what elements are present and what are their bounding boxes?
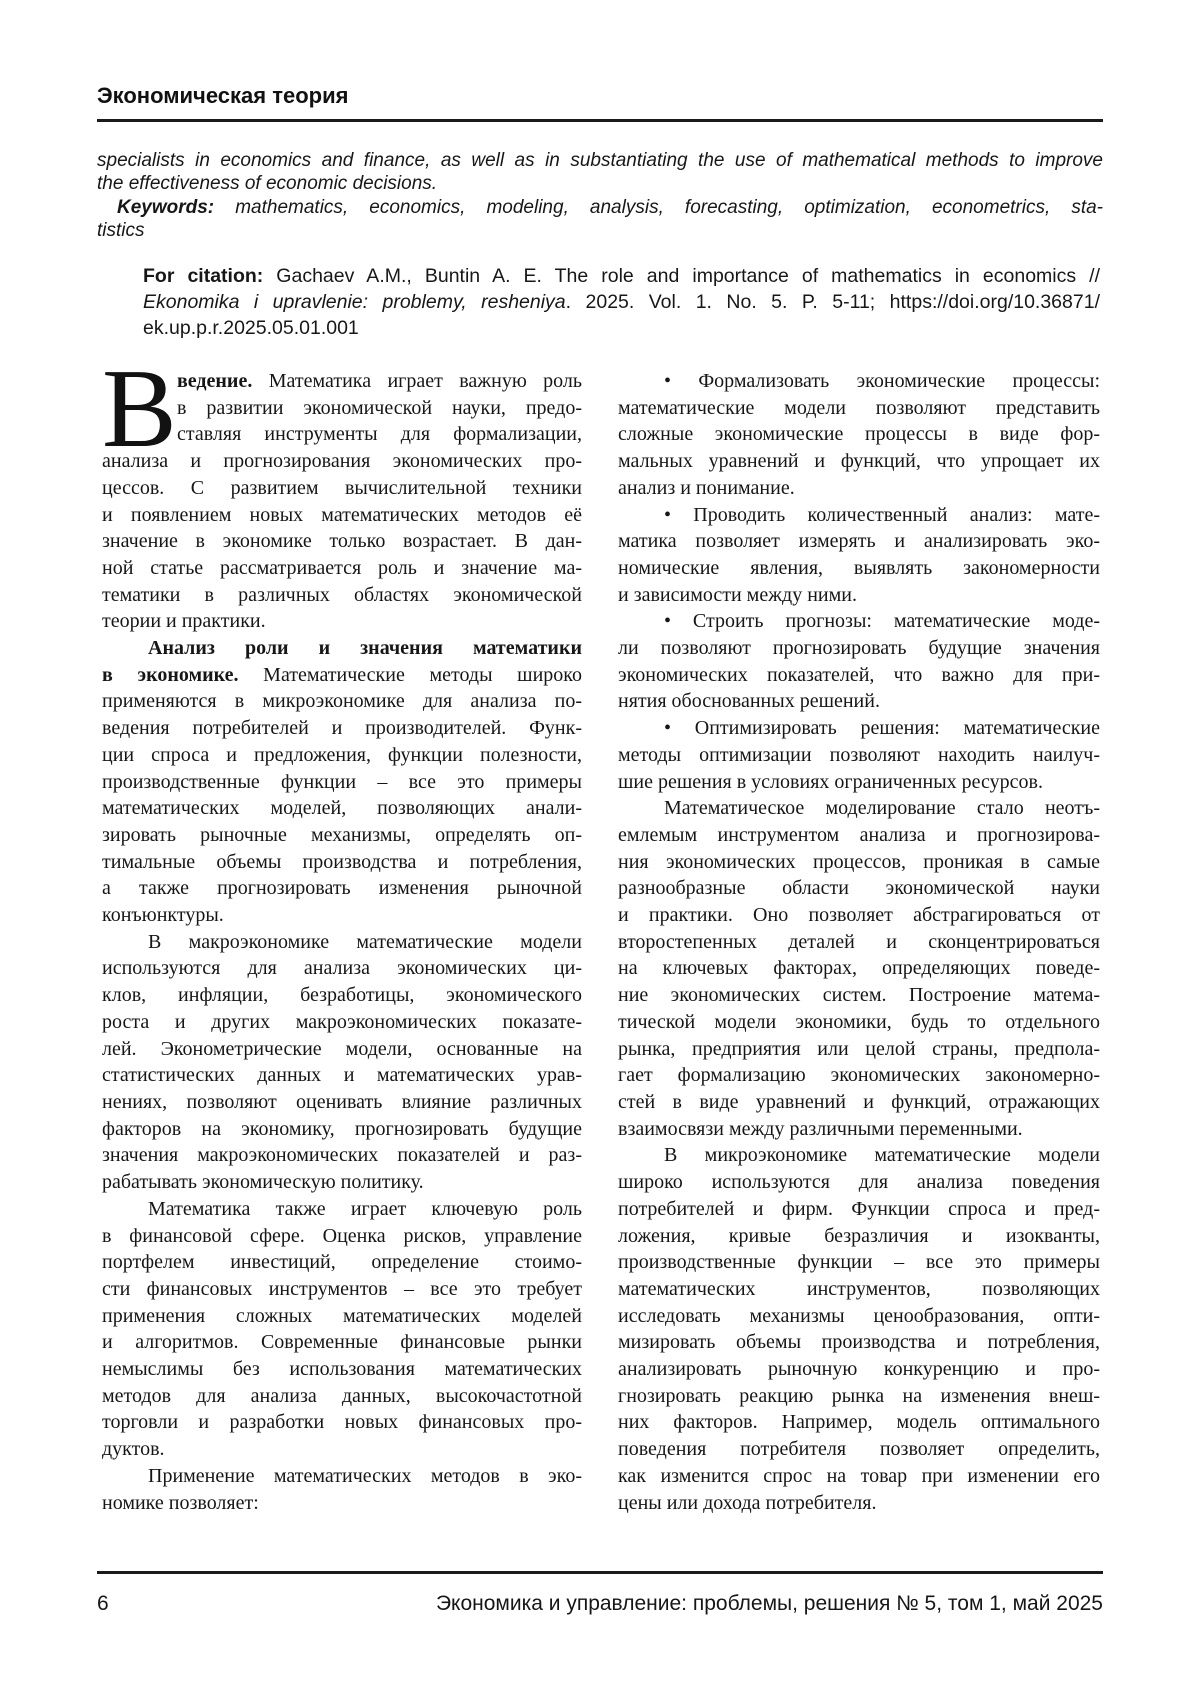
paragraph: [618, 795, 1100, 1142]
text-line: конъюнктуры.: [102, 904, 224, 927]
paragraph: [102, 347, 582, 635]
text-line: анализ и понимание.: [618, 476, 795, 499]
text-line: мальных уравнений и функций, что упрощает их: [618, 450, 1100, 473]
header-rule: [97, 119, 1103, 122]
text-line: значения макроэкономических показателей и раз-: [102, 1144, 582, 1167]
text-line: роста и других макроэкономических показате-: [102, 1010, 582, 1033]
drop-cap: В: [102, 347, 177, 471]
text-line: ложения, кривые безразличия и изокванты,: [618, 1224, 1100, 1247]
text-line: методов для анализа данных, высокочастотной: [102, 1384, 582, 1407]
text-line: ции спроса и предложения, функции полезности,: [102, 743, 582, 766]
article-column-left: [102, 347, 582, 1516]
paragraph: [143, 263, 1100, 341]
text-line: цессов. С развитием вычислительной техники: [102, 476, 582, 499]
text-line: Применение математических методов в эко-: [148, 1464, 582, 1487]
text-line: Анализ роли и значения математики: [148, 637, 582, 660]
text-line: • Формализовать экономические процессы:: [664, 370, 1100, 392]
paragraph: [618, 502, 1100, 609]
text-line: взаимосвязи между различными переменными.: [618, 1117, 1023, 1140]
text-line: ния экономических процессов, проникая в самые: [618, 850, 1100, 873]
text-line: • Проводить количественный анализ: мате-: [664, 503, 1100, 526]
text-line: • Строить прогнозы: математические моде-: [664, 610, 1100, 633]
text-line: а также прогнозировать изменения рыночной: [102, 877, 582, 900]
text-line: поведения потребителя позволяет определить,: [618, 1438, 1100, 1461]
text-line: тимальные объемы производства и потребления,: [102, 850, 582, 873]
text-line: номические явления, выявлять закономерности: [618, 556, 1100, 579]
text-line: ek.up.p.r.2025.05.01.001: [143, 317, 359, 339]
text-line: • Оптимизировать решения: математические: [664, 717, 1100, 740]
text-line: сложные экономические процессы в виде фор-: [618, 423, 1100, 446]
citation-block: [143, 263, 1100, 341]
text-line: и появлением новых математических методов её: [102, 503, 582, 526]
text-line: цены или дохода потребителя.: [618, 1491, 877, 1514]
text-line: рабатывать экономическую политику.: [102, 1171, 424, 1194]
text-line: второстепенных деталей и сконцентрироваться: [618, 930, 1100, 953]
footer-rule: [97, 1571, 1103, 1574]
text-line: ставляя инструменты для формализации,: [177, 423, 582, 446]
text-line: как изменится спрос на товар при изменении его: [618, 1464, 1100, 1487]
text-line: анализировать рыночную конкуренцию и про-: [618, 1358, 1100, 1381]
section-rubric: Экономическая теория: [97, 83, 349, 108]
text-line: шие решения в условиях ограниченных ресурсов.: [618, 770, 1043, 793]
text-line: ведения потребителей и производителей. Функ-: [102, 717, 582, 740]
text-line: портфелем инвестиций, определение стоимо-: [102, 1251, 582, 1274]
text-line: В макроэкономике математические модели: [148, 930, 582, 953]
abstract-english: [97, 149, 1103, 242]
text-line: методы оптимизации позволяют находить наилуч-: [618, 743, 1100, 766]
text-line: математических моделей, позволяющих анали-: [102, 797, 582, 820]
text-line: значение в экономике только возрастает. В дан-: [102, 530, 582, 553]
text-line: и алгоритмов. Современные финансовые рынки: [102, 1331, 582, 1354]
paragraph: [102, 1463, 582, 1516]
text-line: и практики. Оно позволяет абстрагироваться от: [618, 904, 1100, 927]
page-number: 6: [97, 1592, 109, 1615]
text-line: разнообразные области экономической науки: [618, 877, 1100, 900]
text-line: For citation: Gachaev A.M., Buntin A. E. The role and importance of mathematics in economics //: [143, 265, 1100, 287]
text-line: в экономике. Математические методы широко: [102, 663, 582, 686]
text-line: производственные функции – все это примеры: [102, 770, 582, 793]
text-line: производственные функции – все это примеры: [618, 1251, 1100, 1274]
text-line: торговли и разработки новых финансовых про-: [102, 1411, 582, 1434]
journal-title-footer: Экономика и управление: проблемы, решения № 5, том 1, май 2025: [435, 1592, 1103, 1615]
text-line: мизировать объемы производства и потребления,: [618, 1331, 1100, 1354]
text-line: Keywords: mathematics, economics, modeling, analysis, forecasting, optimization, econometrics, sta-: [117, 196, 1103, 218]
text-line: емлемым инструментом анализа и прогнозирова-: [618, 823, 1100, 846]
text-line: математические модели позволяют представить: [618, 396, 1100, 419]
text-line: ной статье рассматривается роль и значение ма-: [102, 556, 582, 579]
paragraph: [618, 608, 1100, 715]
text-line: анализа и прогнозирования экономических про-: [102, 450, 582, 473]
text-line: зировать рыночные механизмы, определять оп-: [102, 823, 582, 846]
paragraph: [618, 368, 1100, 502]
text-line: tistics: [97, 219, 145, 241]
text-line: на ключевых факторах, определяющих поведе-: [618, 957, 1100, 980]
text-line: Математическое моделирование стало неотъ-: [664, 797, 1100, 820]
text-line: ние экономических систем. Построение матема-: [618, 984, 1100, 1007]
text-line: ли позволяют прогнозировать будущие значения: [618, 637, 1100, 660]
text-line: факторов на экономику, прогнозировать будущие: [102, 1117, 582, 1140]
paragraph: [102, 1196, 582, 1463]
text-line: Ekonomika i upravlenie: problemy, resheniya. 2025. Vol. 1. No. 5. P. 5-11; https://doi.org/10.36871/: [143, 291, 1100, 313]
text-line: исследовать механизмы ценообразования, опти-: [618, 1304, 1100, 1327]
text-line: В микроэкономике математические модели: [664, 1144, 1100, 1167]
text-line: лей. Эконометрические модели, основанные на: [102, 1037, 582, 1060]
text-line: гает формализацию экономических закономерно-: [618, 1064, 1100, 1087]
text-line: дуктов.: [102, 1438, 165, 1461]
text-line: клов, инфляции, безработицы, экономического: [102, 984, 582, 1007]
text-line: матика позволяет измерять и анализировать эко-: [618, 530, 1100, 553]
page-footer: [97, 1593, 1103, 1614]
text-line: Математика также играет ключевую роль: [148, 1197, 582, 1220]
text-line: и зависимости между ними.: [618, 583, 857, 606]
text-line: теории и практики.: [102, 610, 266, 633]
text-line: используются для анализа экономических ци-: [102, 957, 582, 980]
paragraph: [102, 635, 582, 929]
text-line: применения сложных математических моделей: [102, 1304, 582, 1327]
text-line: гнозировать реакцию рынка на изменения внеш-: [618, 1384, 1100, 1407]
paragraph: [97, 149, 1103, 196]
text-line: в развитии экономической науки, предо-: [177, 396, 582, 419]
article-column-right: [618, 368, 1100, 1516]
text-line: статистических данных и математических урав-: [102, 1064, 582, 1087]
text-line: широко используются для анализа поведения: [618, 1171, 1100, 1194]
text-line: specialists in economics and finance, as well as in substantiating the use of mathematical methods to improve: [97, 150, 1103, 171]
text-line: рынка, предприятия или целой страны, предпола-: [618, 1037, 1100, 1060]
text-line: немыслимы без использования математических: [102, 1358, 582, 1381]
text-line: ведение. Математика играет важную роль: [177, 370, 582, 392]
text-line: сти финансовых инструментов – все это требует: [102, 1277, 582, 1300]
text-line: номике позволяет:: [102, 1491, 259, 1514]
text-line: the effectiveness of economic decisions.: [97, 173, 438, 195]
text-line: нятия обоснованных решений.: [618, 690, 880, 713]
text-line: стей в виде уравнений и функций, отражающих: [618, 1090, 1100, 1113]
text-line: тематики в различных областях экономической: [102, 583, 582, 606]
paragraph: [618, 715, 1100, 795]
text-line: потребителей и фирм. Функции спроса и пред-: [618, 1197, 1100, 1220]
paragraph: [618, 1142, 1100, 1516]
text-line: применяются в микроэкономике для анализа по-: [102, 690, 582, 713]
paragraph: [97, 196, 1103, 243]
paragraph: [102, 929, 582, 1196]
text-line: в финансовой сфере. Оценка рисков, управление: [102, 1224, 582, 1247]
text-line: них факторов. Например, модель оптимального: [618, 1411, 1100, 1434]
text-line: нениях, позволяют оценивать влияние различных: [102, 1090, 582, 1113]
text-line: экономических показателей, что важно для при-: [618, 663, 1100, 686]
text-line: тической модели экономики, будь то отдельного: [618, 1010, 1100, 1033]
text-line: математических инструментов, позволяющих: [618, 1277, 1100, 1300]
